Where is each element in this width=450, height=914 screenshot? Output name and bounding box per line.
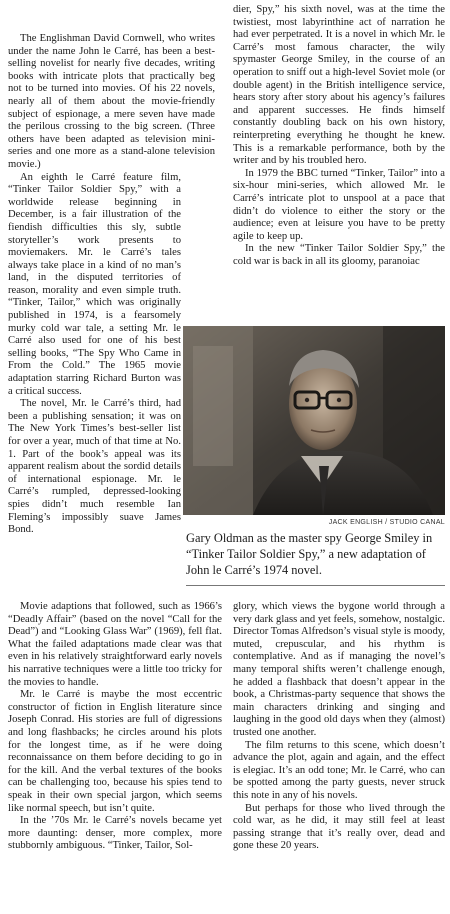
photo-credit: JACK ENGLISH / STUDIO CANAL — [328, 519, 445, 526]
article-paragraph: The film returns to this scene, which doesn’t advance the plot, again and again, and the effect is elegiac. It’s an odd tone; Mr. le Carré, who can be spotted among the party guests, never struck this note in any of his novels. — [233, 739, 445, 801]
article-paragraph: dier, Spy,” his sixth novel, was at the time the twistiest, most labyrinthine act of narration he had ever perpetrated. It is a novel in which Mr. le Carré’s most famous character, the wily spymaster George Smiley, in the course of an operation to sniff out a high-level Soviet mole (or double agent) in the British intelligence service, hears story after story about his agency’s failures and apparent successes. He finds himself constantly doubling back on his own history, reinterpreting everything he thought he knew. This is a remarkable performance, both by the writer and by his troubled hero. — [233, 4, 445, 167]
gary-oldman-photo-illustration — [183, 326, 445, 515]
article-paragraph: In the new “Tinker Tailor Soldier Spy,” the cold war is back in all its gloomy, paranoiac — [233, 243, 445, 267]
article-paragraph: In the ’70s Mr. le Carré’s novels became yet more daunting: denser, more complex, more stubbornly ambiguous. “Tinker, Tailor, Sol- — [8, 815, 222, 852]
article-paragraph: Movie adaptions that followed, such as 1966’s “Deadly Affair” (based on the novel “Call for the Dead”) and “Looking Glass War” (1969), fell flat. What the failed adaptations made clear was that even in his relatively straightforward early novels his narrative techniques were a little too tricky for the movies to handle. — [8, 601, 222, 688]
article-paragraph: In 1979 the BBC turned “Tinker, Tailor” into a six-hour mini-series, which allowed Mr. le Carré’s intricate plot to unspool at a pace that didn’t do violence to either the story or the audience; even at leisure you have to be pretty agile to keep up. — [233, 167, 445, 242]
caption-divider — [186, 585, 445, 586]
article-paragraph: An eighth le Carré feature film, “Tinker Tailor Soldier Spy,” with a worldwide release beginning in December, is a fair illustration of the fiendish difficulties this sly, subtle storyteller’s work presents to moviemakers. Mr. le Carré’s tales always take place in a kind of no man’s land, in the disputed territories of reason, morality and even simple truth. “Tinker, Tailor,” which was originally published in 1974, is a fearsomely murky cold war tale, a setting Mr. le Carré also used for one of his best selling books, “The Spy Who Came in From the Cold.” The 1965 movie adaptation starring Richard Burton was a critical success. — [8, 171, 181, 397]
photo-caption: Gary Oldman as the master spy George Smiley in “Tinker Tailor Soldier Spy,” a new adaptation of John le Carré’s 1974 novel. — [186, 531, 433, 577]
article-column-right-bottom — [233, 601, 445, 853]
article-paragraph: But perhaps for those who lived through the cold war, as he did, it may still feel at least passing strange that it’s really over, dead and gone these 20 years. — [233, 802, 445, 852]
film-still-photo — [183, 326, 445, 515]
article-paragraph: Mr. le Carré is maybe the most eccentric constructor of fiction in English literature since Joseph Conrad. His stories are full of digressions and long flashbacks; he circles around his plots for the longest time, as if he were doing reconnaissance on them before deciding to go in for the kill. And the verbal textures of the books can be challenging too, because his spies tend to speak in their own special jargon, which seems like normal speech, but isn’t quite. — [8, 689, 222, 814]
article-paragraph: The novel, Mr. le Carré’s third, had been a publishing sensation; it was on The New York Times’s best-seller list for over a year, much of that time at No. 1. Part of the book’s appeal was its apparent realism about the sordid details of international espionage. Mr. le Carré’s rumpled, depressed-looking spies didn’t much resemble Ian Fleming’s impossibly suave James Bond. — [8, 398, 181, 536]
article-paragraph: The Englishman David Cornwell, who writes under the name John le Carré, has been a best-selling novelist for nearly five decades, writing books with intricate plots that practically beg not to be turned into movies. Of his 22 novels, nearly all of them about the movie-friendly subject of espionage, a mere seven have made the perilous crossing to the big screen. (Three others have been adapted as television mini-series and one more as a stand-alone television movie.) — [8, 33, 215, 170]
article-paragraph: glory, which views the bygone world through a very dark glass and yet feels, somehow, nostalgic. Director Tomas Alfredson’s visual style is moody, muted, crepuscular, and his rhythm is contemplative. And as if managing the novel’s many temporal shifts weren’t challenge enough, he added a flashback that doesn’t appear in the book, a Christmas-party sequence that shows the main characters drinking and singing and laughing in the good old days when they (almost) trusted one another. — [233, 601, 445, 738]
article-column-left-bottom — [8, 601, 222, 853]
article-column-right-top — [233, 4, 445, 268]
